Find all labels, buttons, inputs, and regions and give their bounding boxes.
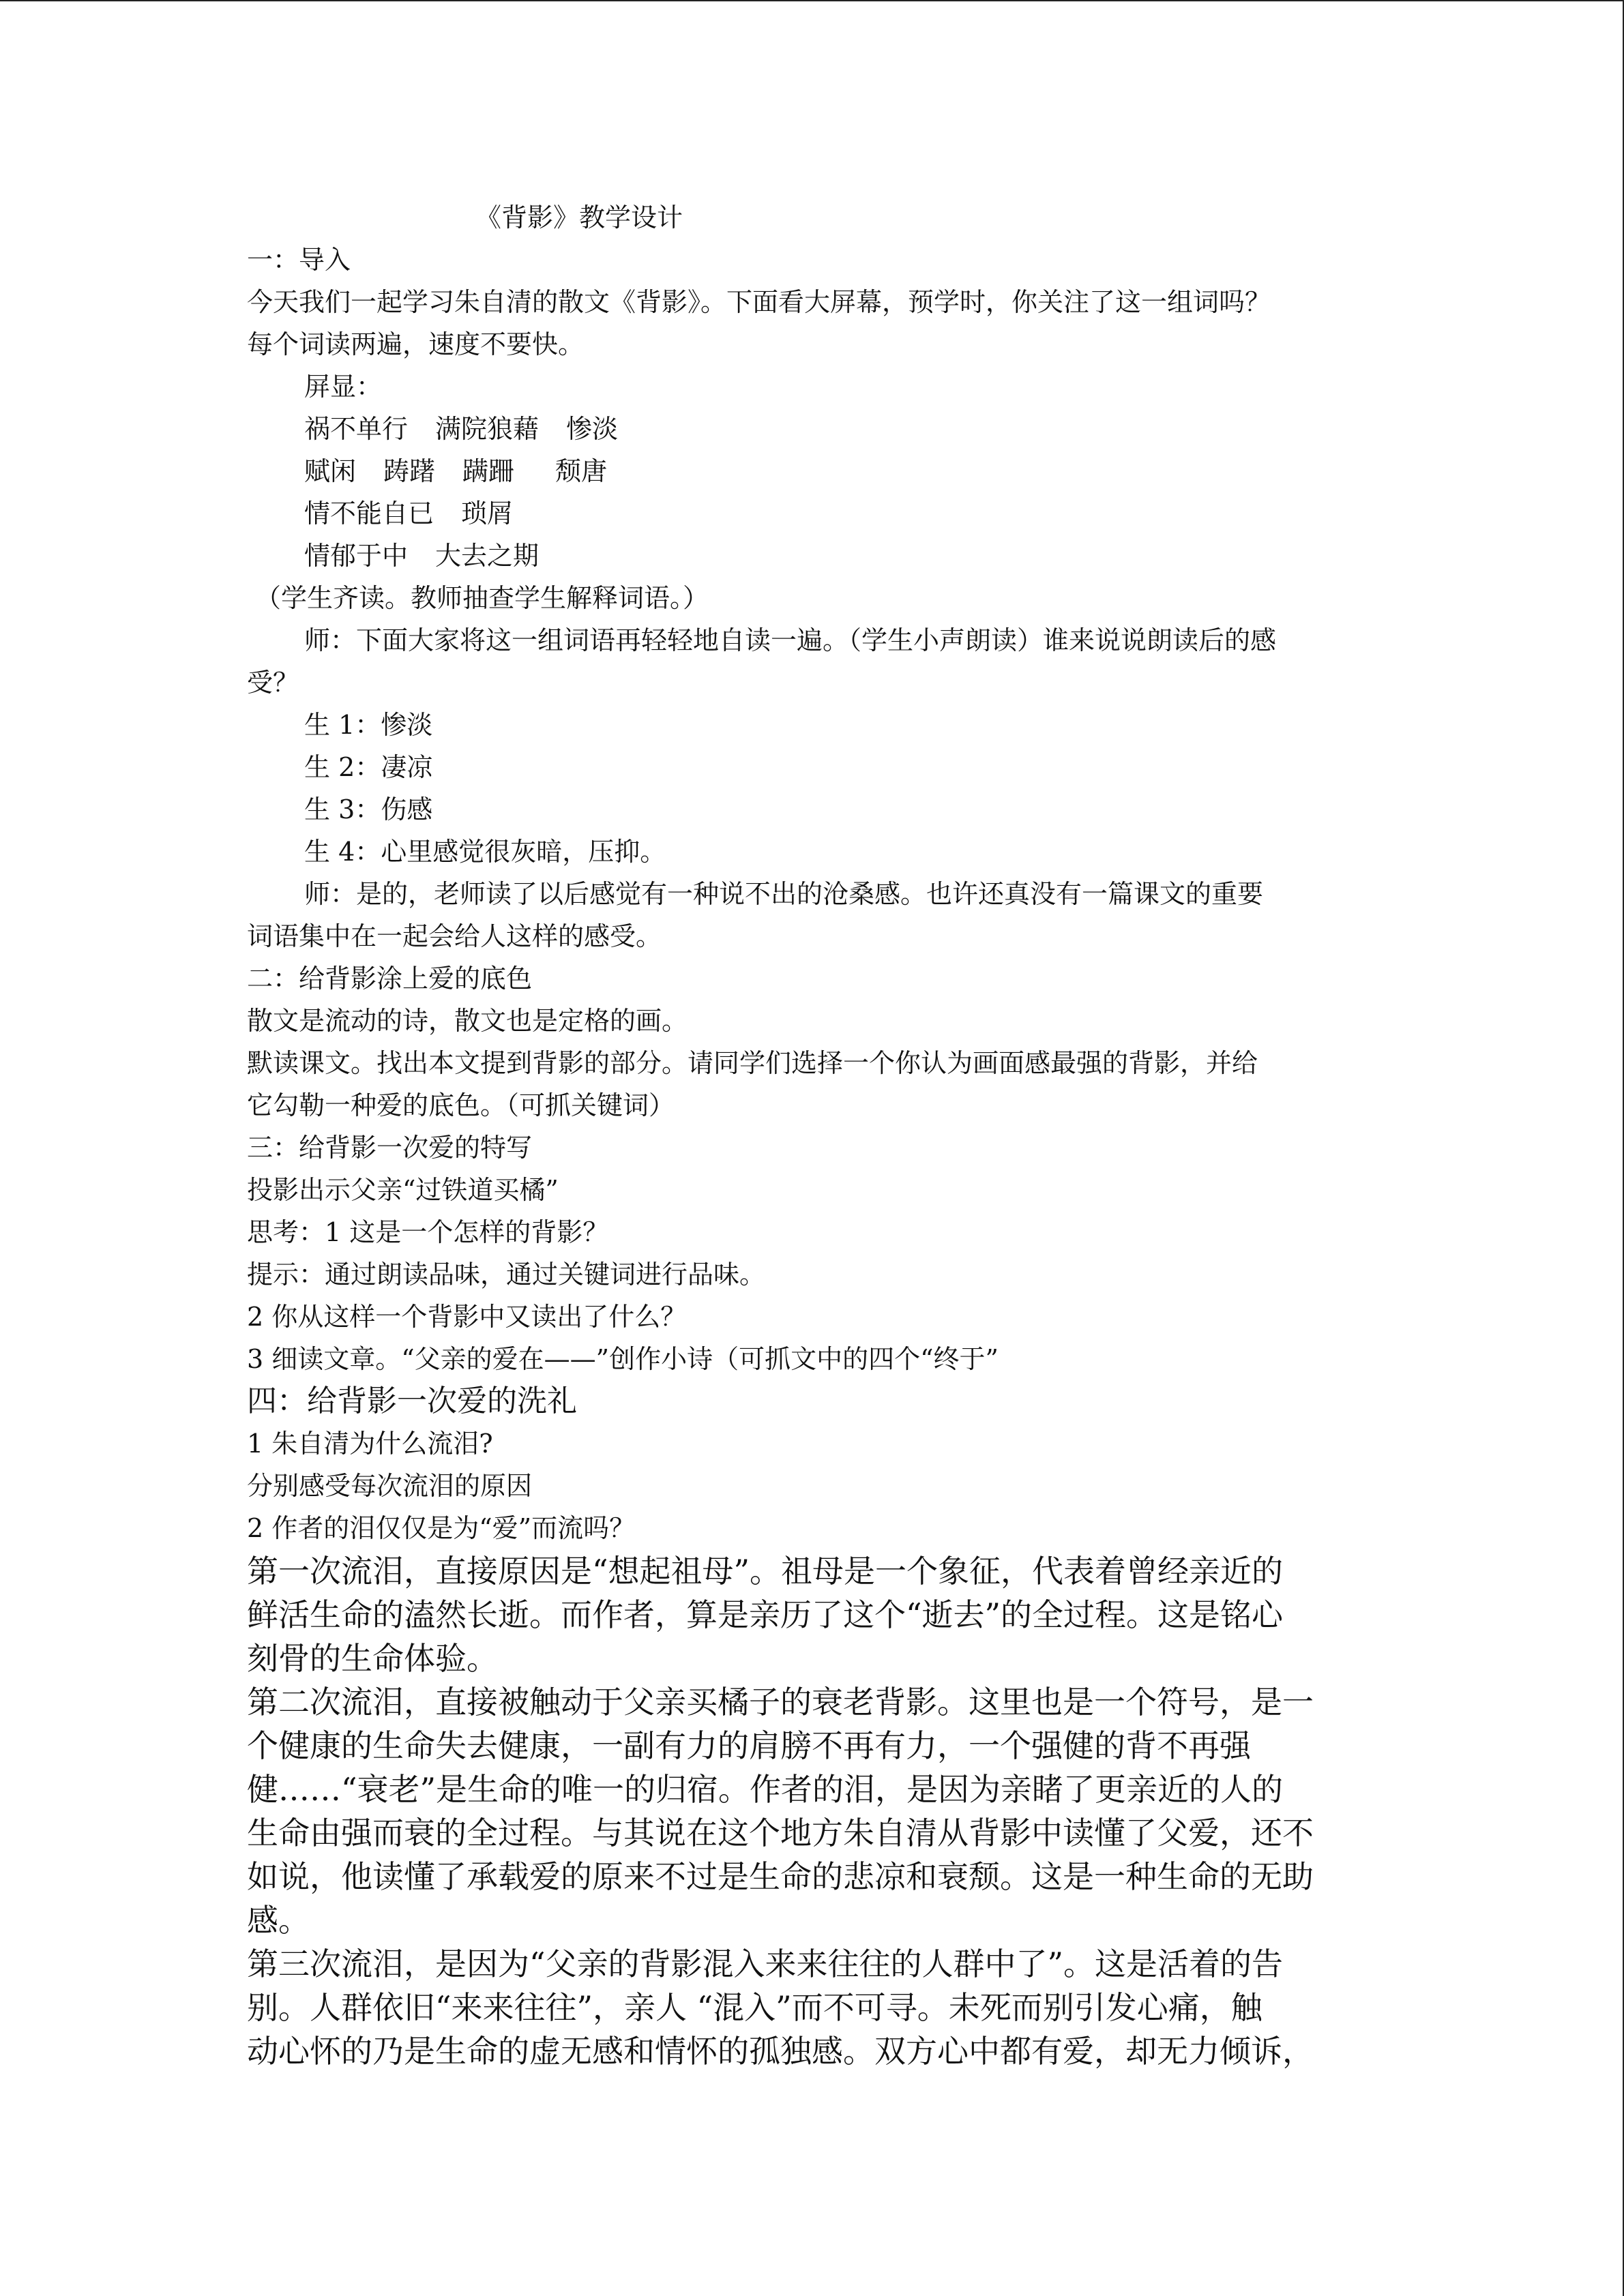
word: 情不能自已 bbox=[304, 498, 434, 528]
student-answer: 生 4：心里感觉很灰暗，压抑。 bbox=[304, 837, 666, 867]
screen-label: 屏显： bbox=[304, 372, 383, 402]
intro-line-1: 今天我们一起学习朱自清的散文《背影》。下面看大屏幕，预学时，你关注了这一组词吗？ bbox=[247, 287, 1271, 317]
section-3-line: 投影出示父亲“过铁道买橘” bbox=[247, 1175, 559, 1205]
tears-paragraph-1-line: 刻骨的生命体验。 bbox=[247, 1640, 498, 1677]
section-4-heading: 四：给背影一次爱的洗礼 bbox=[247, 1384, 577, 1418]
word: 满院狼藉 bbox=[435, 414, 540, 444]
tears-paragraph-2-line: 生命由强而衰的全过程。与其说在这个地方朱自清从背影中读懂了父爱，还不 bbox=[247, 1815, 1314, 1851]
intro-line-2: 每个词读两遍，速度不要快。 bbox=[247, 329, 585, 359]
tears-paragraph-3-line: 第三次流泪，是因为“父亲的背影混入来来往往的人群中了”。这是活着的告 bbox=[247, 1945, 1284, 1982]
class-note: （学生齐读。教师抽查学生解释词语。） bbox=[255, 583, 709, 613]
section-2-line: 默读课文。找出本文提到背影的部分。请同学们选择一个你认为画面感最强的背影，并给 bbox=[247, 1048, 1258, 1078]
tears-paragraph-2-line: 如说，他读懂了承载爱的原来不过是生命的悲凉和衰颓。这是一种生命的无助 bbox=[247, 1858, 1314, 1895]
word: 大去之期 bbox=[435, 541, 540, 571]
tears-paragraph-2-line: 个健康的生命失去健康，一副有力的肩膀不再有力，一个强健的背不再强 bbox=[247, 1727, 1251, 1764]
word-row-2 bbox=[247, 450, 1393, 492]
word: 祸不单行 bbox=[304, 414, 409, 444]
section-3-line: 2 你从这样一个背影中又读出了什么？ bbox=[247, 1302, 687, 1332]
student-answer: 生 3：伤感 bbox=[304, 794, 433, 824]
word-row-3 bbox=[247, 492, 1393, 535]
word: 琐屑 bbox=[461, 498, 514, 528]
document-body bbox=[247, 196, 1393, 2073]
teacher-answer-line-2: 词语集中在一起会给人这样的感受。 bbox=[247, 921, 662, 951]
teacher-question-line-1: 师：下面大家将这一组词语再轻轻地自读一遍。（学生小声朗读）谁来说说朗读后的感 bbox=[304, 625, 1277, 655]
section-1-heading: 一：导入 bbox=[247, 245, 351, 275]
tears-paragraph-1-line: 第一次流泪，直接原因是“想起祖母”。祖母是一个象征，代表着曾经亲近的 bbox=[247, 1553, 1284, 1590]
tears-paragraph-2-line: 健……“衰老”是生命的唯一的归宿。作者的泪，是因为亲睹了更亲近的人的 bbox=[247, 1771, 1284, 1808]
section-3-heading: 三：给背影一次爱的特写 bbox=[247, 1133, 533, 1163]
tears-paragraph-3-line: 动心怀的乃是生命的虚无感和情怀的孤独感。双方心中都有爱，却无力倾诉， bbox=[247, 2033, 1314, 2070]
word: 情郁于中 bbox=[304, 541, 409, 571]
teacher-question-line-2: 受？ bbox=[247, 668, 299, 698]
section-3-line: 提示：通过朗读品味，通过关键词进行品味。 bbox=[247, 1259, 766, 1289]
teacher-answer-line-1: 师：是的，老师读了以后感觉有一种说不出的沧桑感。也许还真没有一篇课文的重要 bbox=[304, 879, 1264, 909]
word: 颓唐 bbox=[555, 456, 608, 486]
tears-paragraph-2-line: 第二次流泪，直接被触动于父亲买橘子的衰老背影。这里也是一个符号，是一 bbox=[247, 1684, 1314, 1720]
tears-paragraph-1-line: 鲜活生命的溘然长逝。而作者，算是亲历了这个“逝去”的全过程。这是铭心 bbox=[247, 1596, 1284, 1633]
tears-paragraph-3-line: 别。人群依旧“来来往往”，亲人 “混入”而不可寻。未死而别引发心痛，触 bbox=[247, 1989, 1263, 2026]
section-2-heading: 二：给背影涂上爱的底色 bbox=[247, 964, 533, 994]
section-4-line: 2 作者的泪仅仅是为“爱”而流吗？ bbox=[247, 1513, 636, 1543]
section-4-line: 1 朱自清为什么流泪? bbox=[247, 1429, 493, 1459]
section-4-line: 分别感受每次流泪的原因 bbox=[247, 1471, 533, 1501]
student-answer: 生 1：惨淡 bbox=[304, 710, 433, 740]
section-3-line: 3 细读文章。“父亲的爱在——”创作小诗（可抓文中的四个“终于” bbox=[247, 1344, 999, 1374]
student-answer: 生 2：凄凉 bbox=[304, 752, 433, 782]
word: 惨淡 bbox=[566, 414, 619, 444]
section-2-line: 散文是流动的诗，散文也是定格的画。 bbox=[247, 1006, 688, 1036]
word: 蹒跚 bbox=[462, 456, 515, 486]
word: 赋闲 bbox=[304, 456, 357, 486]
word-row-4 bbox=[247, 535, 1393, 577]
word: 踌躇 bbox=[383, 456, 436, 486]
section-2-line: 它勾勒一种爱的底色。（可抓关键词） bbox=[247, 1090, 675, 1120]
section-3-line: 思考：1 这是一个怎样的背影？ bbox=[247, 1217, 609, 1247]
document-title: 《背影》教学设计 bbox=[475, 203, 683, 233]
tears-paragraph-2-line: 感。 bbox=[247, 1902, 310, 1939]
word-row-1 bbox=[247, 408, 1393, 450]
